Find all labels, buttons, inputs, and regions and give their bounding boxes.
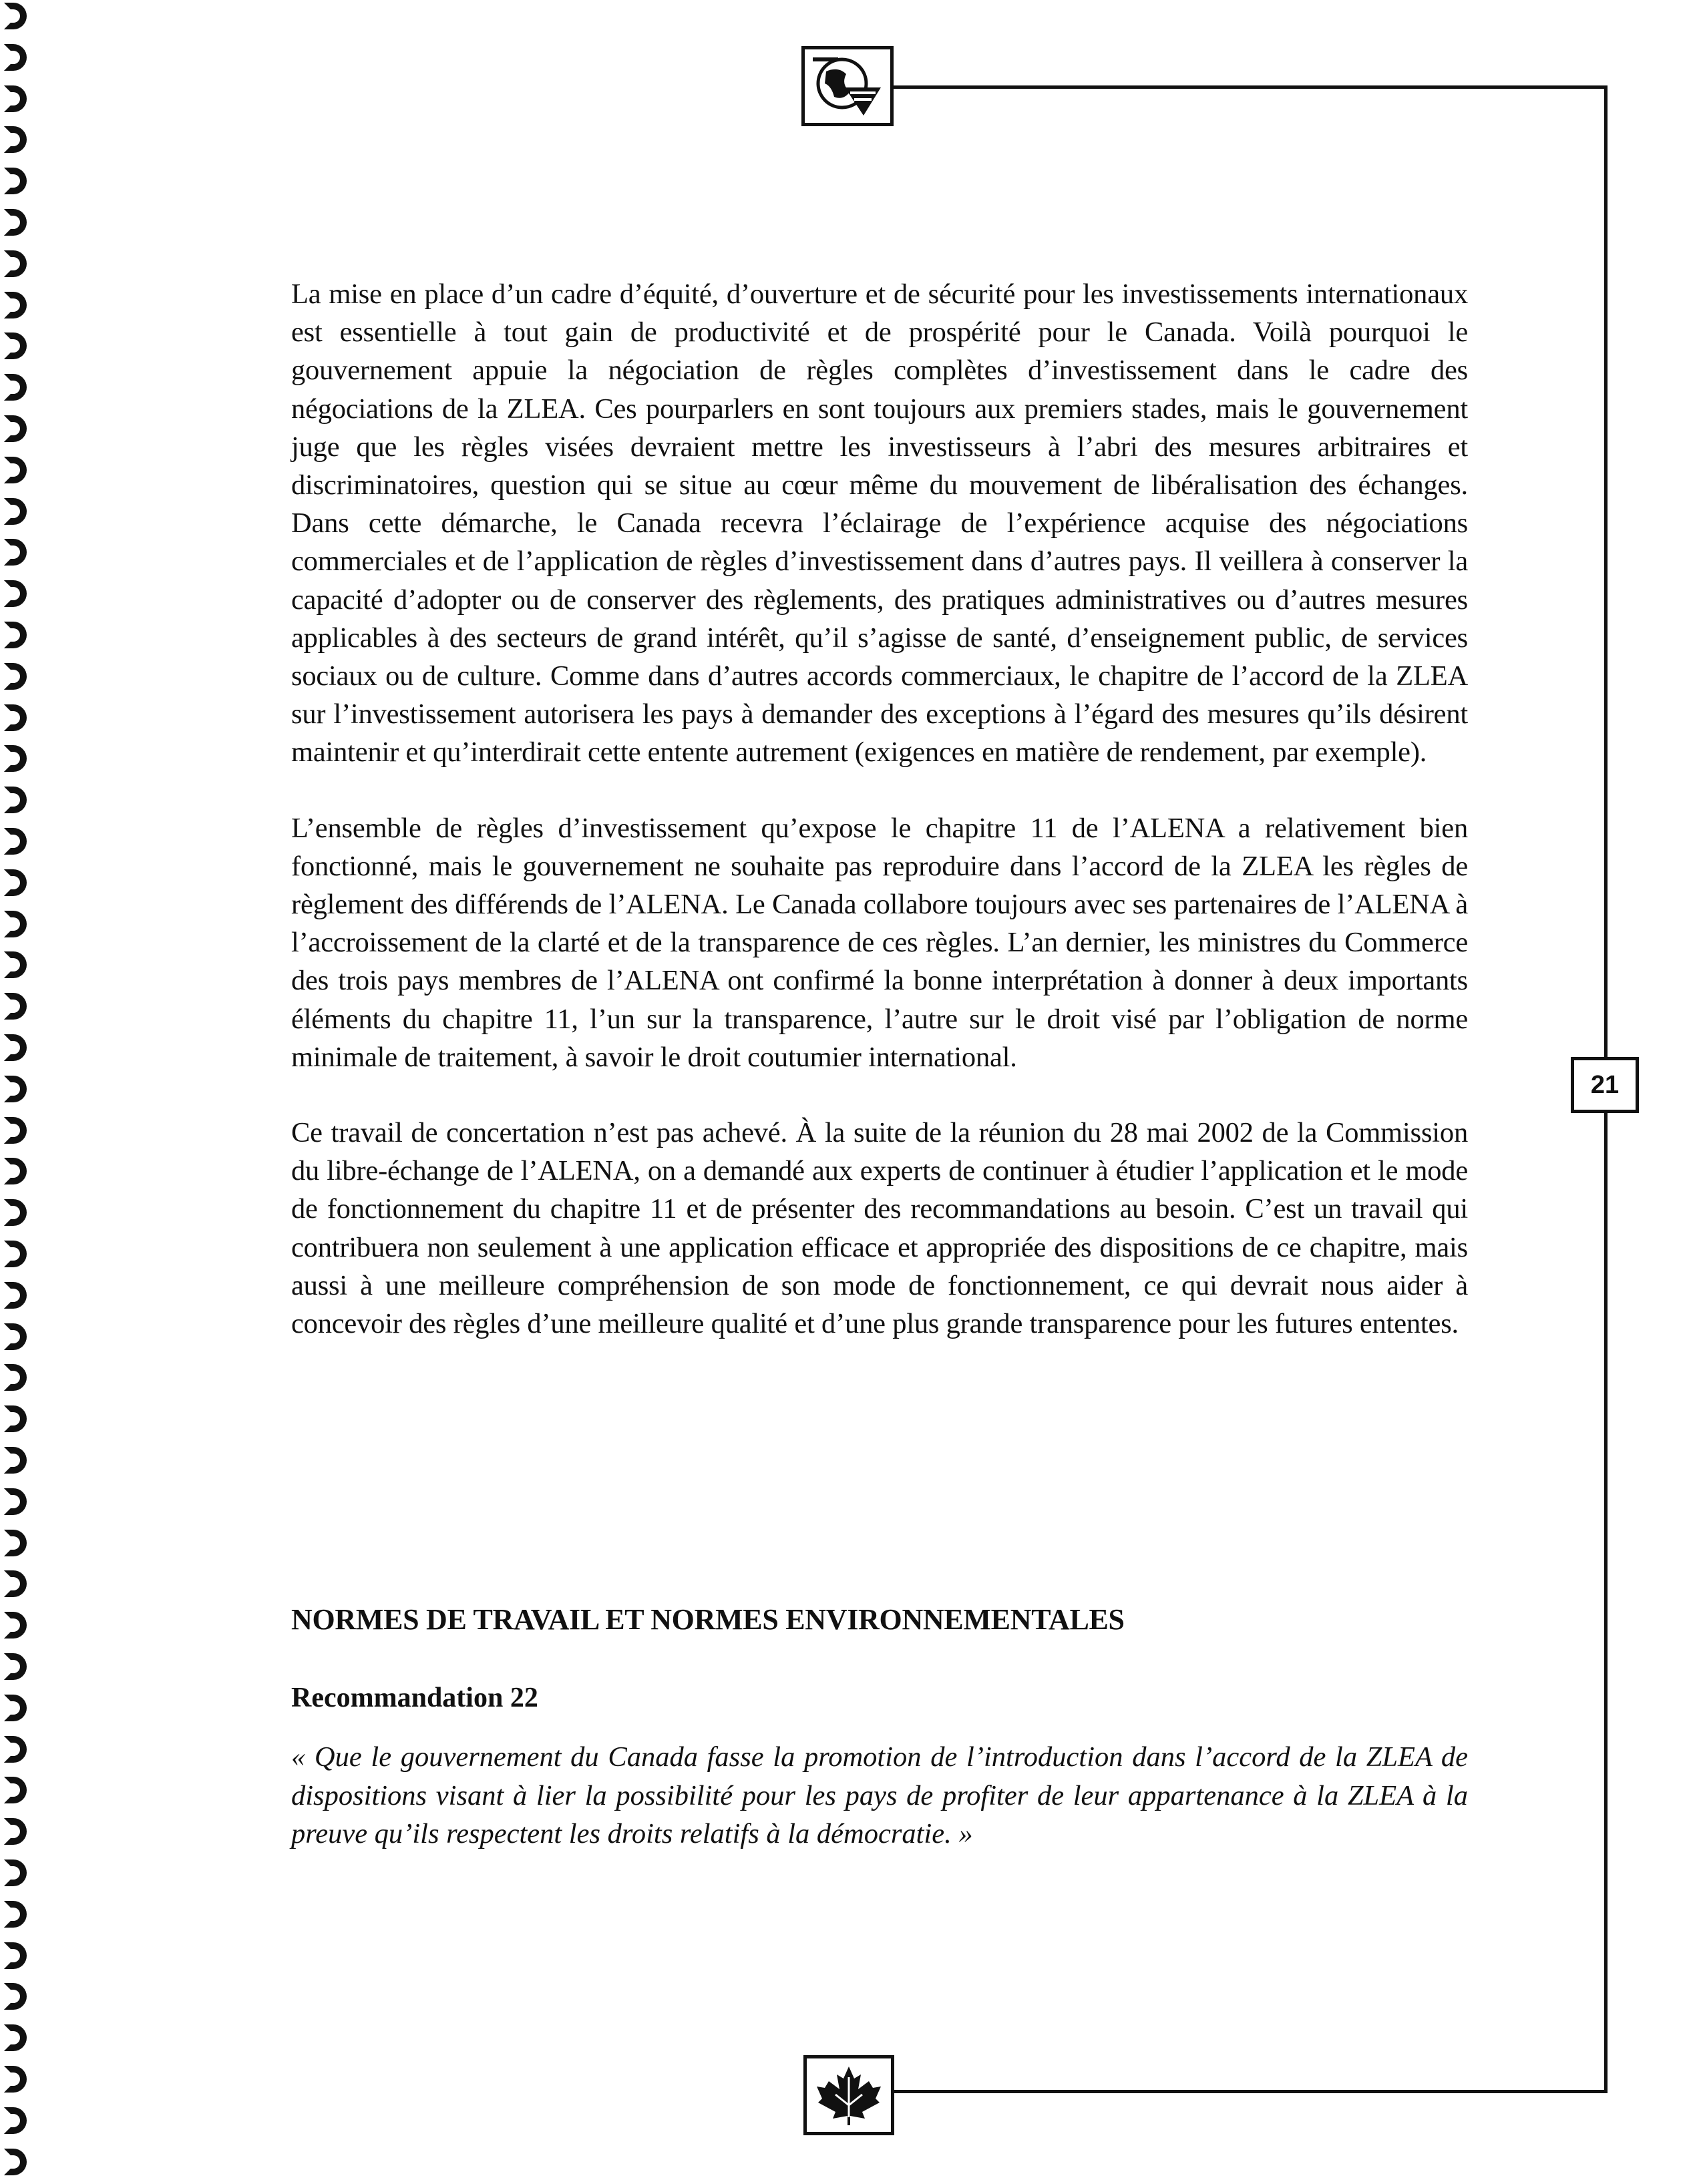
binding-ring xyxy=(4,745,27,772)
binding-ring xyxy=(4,168,27,194)
binding-ring xyxy=(4,126,27,153)
binding-ring xyxy=(4,1570,27,1597)
binding-ring xyxy=(4,2066,27,2093)
binding-ring xyxy=(4,1199,27,1226)
binding-ring xyxy=(4,1282,27,1309)
binding-ring xyxy=(4,539,27,566)
bottom-emblem xyxy=(803,2055,894,2135)
binding-ring xyxy=(4,1034,27,1061)
binding-ring xyxy=(4,1364,27,1391)
binding-ring xyxy=(4,1117,27,1144)
binding-ring xyxy=(4,1695,27,1721)
paragraph-2: L’ensemble de règles d’investissement qu’expose le chapitre 11 de l’ALENA a relativement bien fonctionné, mais le gouvernement ne souhaite pas reproduire dans l’accord de la ZLEA les règles de règlement des différends de l’ALENA. Le Canada collabore toujours avec ses partenaires de l’ALENA à l’accroissement de la clarté et de la transparence de ces règles. L’an dernier, les ministres du Commerce des trois pays membres de l’ALENA ont confirmé la bonne interprétation à donner à deux importants éléments du chapitre 11, l’un sur la transparence, l’autre sur le droit visé par l’obligation de norme minimale de traitement, à savoir le droit coutumier international. xyxy=(291,812,1468,1073)
binding-ring xyxy=(4,1530,27,1556)
binding-ring xyxy=(4,663,27,690)
binding-ring xyxy=(4,333,27,359)
binding-ring xyxy=(4,250,27,277)
binding-ring xyxy=(4,1901,27,1928)
binding-ring xyxy=(4,580,27,607)
maple-leaf-icon xyxy=(815,2064,882,2127)
binding-ring xyxy=(4,85,27,112)
binding-ring xyxy=(4,44,27,71)
frame-bottom-line xyxy=(892,2090,1608,2093)
section-heading: NORMES DE TRAVAIL ET NORMES ENVIRONNEMENTALES xyxy=(291,1603,1125,1636)
recommendation-text: « Que le gouvernement du Canada fasse la promotion de l’introduction dans l’accord de la ZLEA de dispositions visant à lier la possibilité pour les pays de profiter de leur appartenance à la ZLEA à la preuve qu’ils respectent les droits relatifs à la démocratie. » xyxy=(291,1741,1468,1849)
binding-ring xyxy=(4,1860,27,1886)
binding-ring xyxy=(4,828,27,855)
top-emblem xyxy=(801,46,894,126)
binding-ring xyxy=(4,1158,27,1184)
body-text xyxy=(291,275,1468,1343)
binding-ring xyxy=(4,2149,27,2175)
paragraph-3: Ce travail de concertation n’est pas achevé. À la suite de la réunion du 28 mai 2002 de la Commission du libre-échange de l’ALENA, on a demandé aux experts de continuer à étudier l’application et le mode de fonctionnement du chapitre 11 et de présenter des recommandations au besoin. C’est un travail qui contribuera non seulement à une application efficace et appropriée des dispositions de ce chapitre, mais aussi à une meilleure compréhension de son mode de fonctionnement, ce qui devrait nous aider à concevoir des règles d’une meilleure qualité et d’une plus grande transparence pour les futures ententes. xyxy=(291,1117,1468,1340)
binding-ring xyxy=(4,1777,27,1803)
binding-ring xyxy=(4,1612,27,1639)
binding-ring xyxy=(4,704,27,731)
binding-ring xyxy=(4,2107,27,2134)
binding-ring xyxy=(4,1736,27,1763)
binding-ring xyxy=(4,209,27,236)
binding-ring xyxy=(4,622,27,648)
binding-ring xyxy=(4,457,27,483)
binding-ring xyxy=(4,1942,27,1969)
binding-ring xyxy=(4,1488,27,1515)
binding-ring xyxy=(4,1983,27,2010)
binding-ring xyxy=(4,1818,27,1845)
binding-ring xyxy=(4,415,27,442)
binding-ring xyxy=(4,951,27,978)
trade-globe-icon xyxy=(811,54,884,118)
binding-ring xyxy=(4,1076,27,1102)
binding-ring xyxy=(4,498,27,525)
paragraph-1: La mise en place d’un cadre d’équité, d’ouverture et de sécurité pour les investissements internationaux est essentielle à tout gain de productivité et de prospérité pour le Canada. Voilà pourquoi le gouvernement appuie la négociation de règles complètes d’investissement dans le cadre des négociations de la ZLEA. Ces pourparlers en sont toujours aux premiers stades, mais le gouvernement juge que les règles visées devraient mettre les investisseurs à l’abri des mesures arbitraires et discriminatoires, question qui se situe au cœur même du mouvement de libéralisation des échanges. Dans cette démarche, le Canada recevra l’éclairage de l’expérience acquise des négociations commerciales et de l’application de règles d’investissement dans d’autres pays. Il veillera à conserver la capacité d’adopter ou de conserver des règlements, des pratiques administratives ou d’autres mesures applicables à des secteurs de grand intérêt, qu’il s’agisse de santé, d’enseignement public, de services sociaux ou de culture. Comme dans d’autres accords commerciaux, le chapitre de l’accord de la ZLEA sur l’investissement autorisera les pays à demander des exceptions à l’égard des mesures qu’ils désirent maintenir et qu’interdirait cette entente autrement (exigences en matière de rendement, par exemple). xyxy=(291,278,1468,769)
binding-ring xyxy=(4,1653,27,1680)
binding-ring xyxy=(4,1447,27,1474)
binding-ring xyxy=(4,1323,27,1350)
binding-ring xyxy=(4,374,27,401)
binding-ring xyxy=(4,1405,27,1432)
binding-ring xyxy=(4,869,27,896)
frame-top-line xyxy=(892,85,1608,89)
binding-ring xyxy=(4,3,27,29)
page-number: 21 xyxy=(1571,1057,1639,1113)
binding-ring xyxy=(4,1241,27,1267)
recommendation-title: Recommandation 22 xyxy=(291,1683,538,1713)
binding-ring xyxy=(4,292,27,318)
binding-ring xyxy=(4,911,27,937)
binding-ring xyxy=(4,2024,27,2051)
binding-ring xyxy=(4,993,27,1020)
spiral-binding xyxy=(0,0,40,2184)
binding-ring xyxy=(4,787,27,813)
